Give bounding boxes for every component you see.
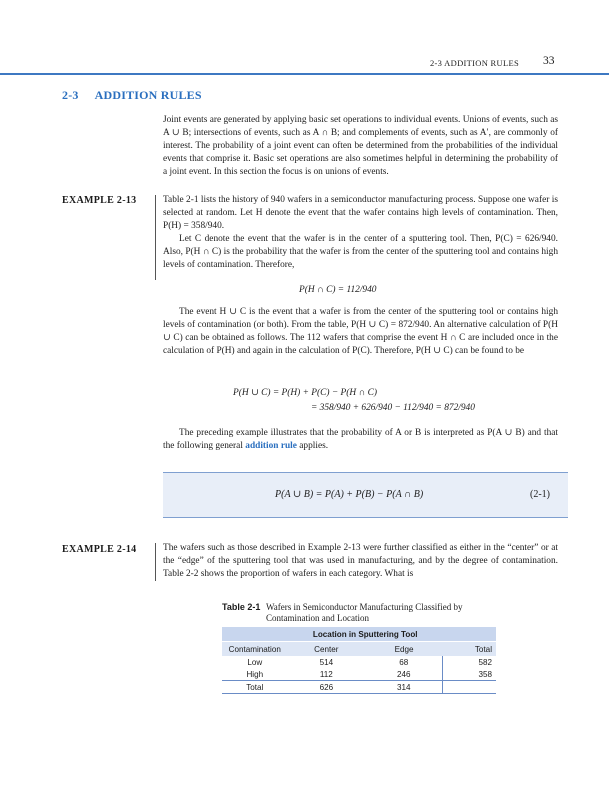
example-2-14-body <box>163 542 558 581</box>
example-2-14-label: EXAMPLE 2-14 <box>62 544 137 555</box>
table-cell: 314 <box>365 681 443 694</box>
table-label: Table 2-1 <box>222 602 261 612</box>
addition-rule-text-after: applies. <box>296 441 329 452</box>
addition-rule-term: addition rule <box>245 441 297 452</box>
table-row <box>222 668 496 681</box>
table-cell: 582 <box>443 656 496 668</box>
header-rule <box>0 73 609 75</box>
example-2-13-p3: The event H ∪ C is the event that a wafer is from the center of the sputtering tool or contains high levels of contamination (or both). From the table, P(H ∪ C) = 872/940. An alternative calculation of P(H ∪ C) can be obtained as follows. The 112 wafers that comprise the event H ∩ C are included once in the calculation of P(H) and again in the calculation of P(C). Therefore, P(H ∪ C) can be found to be <box>163 307 558 357</box>
section-heading <box>62 88 202 103</box>
table-cell: 358 <box>443 668 496 681</box>
page-number: 33 <box>543 55 555 67</box>
table-cell: 514 <box>288 656 366 668</box>
table-cell: 112 <box>288 668 366 681</box>
section-number: 2-3 <box>62 88 79 102</box>
table-caption <box>222 602 463 623</box>
table-cell: 68 <box>365 656 443 668</box>
addition-rule-equation: P(A ∪ B) = P(A) + P(B) − P(A ∩ B) <box>275 489 424 500</box>
example-2-13-body <box>163 194 558 273</box>
table-group-header-row <box>222 627 496 642</box>
table-cell: 626 <box>288 681 366 694</box>
intro-text: Joint events are generated by applying basic set operations to individual events. Unions of events, such as A ∪ B; intersections of events, such as A ∩ B; and complements of events, such as A′, are commonly of interest. The probability of a joint event can often be determined from the probabilities of the individual events that comprise it. Basic set operations are also sometimes helpful in determining the probability of a joint event. In this section the focus is on unions of events. <box>163 115 558 178</box>
column-header: Edge <box>365 642 443 657</box>
example-2-13-p1: Table 2-1 lists the history of 940 wafers in a semiconductor manufacturing process. Suppose one wafer is selected at random. Let H denote the event that the wafer contains high levels of contamination. Then, P(H) = 358/940. <box>163 195 558 232</box>
table-row <box>222 656 496 668</box>
intro-paragraph <box>163 114 558 179</box>
example-2-13-p2: Let C denote the event that the wafer is in the center of a sputtering tool. Then, P(C) = 626/940. Also, P(H ∩ C) is the probability that the wafer is from the center of the sputtering tool and contains high levels of contamination. Therefore, <box>163 234 558 271</box>
table-cell: 246 <box>365 668 443 681</box>
example-2-13-bar <box>155 195 156 280</box>
equation-h-and-c: P(H ∩ C) = 112/940 <box>299 285 377 295</box>
column-header: Center <box>288 642 366 657</box>
addition-rule-paragraph <box>163 427 558 453</box>
table-cell: High <box>222 668 288 681</box>
table-caption-text: Wafers in Semiconductor Manufacturing Classified by Contamination and Location <box>266 602 463 623</box>
example-2-14-bar <box>155 543 156 581</box>
addition-rule-text <box>163 427 558 453</box>
addition-rule-box <box>163 472 568 518</box>
running-title: 2-3 ADDITION RULES <box>430 58 519 68</box>
addition-rule-text-before: The preceding example illustrates that the probability of A or B is interpreted as P(A ∪ B) and that the following general <box>163 428 558 452</box>
example-2-13-label: EXAMPLE 2-13 <box>62 195 137 206</box>
section-title: ADDITION RULES <box>94 88 202 102</box>
equation-union-line2: = 358/940 + 626/940 − 112/940 = 872/940 <box>311 403 475 413</box>
column-header: Total <box>443 642 496 657</box>
example-2-13-p3-block <box>163 306 558 358</box>
table-cell: Total <box>222 681 288 694</box>
equation-number: (2-1) <box>530 489 550 500</box>
table-total-row <box>222 681 496 694</box>
table-header-row <box>222 642 496 657</box>
table-cell <box>443 681 496 694</box>
table-cell: Low <box>222 656 288 668</box>
column-header: Contamination <box>222 642 288 657</box>
equation-union-line1: P(H ∪ C) = P(H) + P(C) − P(H ∩ C) <box>233 388 377 398</box>
example-2-14-text: The wafers such as those described in Example 2-13 were further classified as either in the “center” or at the “edge” of the sputtering tool that was used in manufacturing, and by the degree of contamination. Table 2-2 shows the proportion of wafers in each category. What is <box>163 543 558 580</box>
table-group-header: Location in Sputtering Tool <box>288 627 443 642</box>
contamination-table <box>222 627 496 694</box>
